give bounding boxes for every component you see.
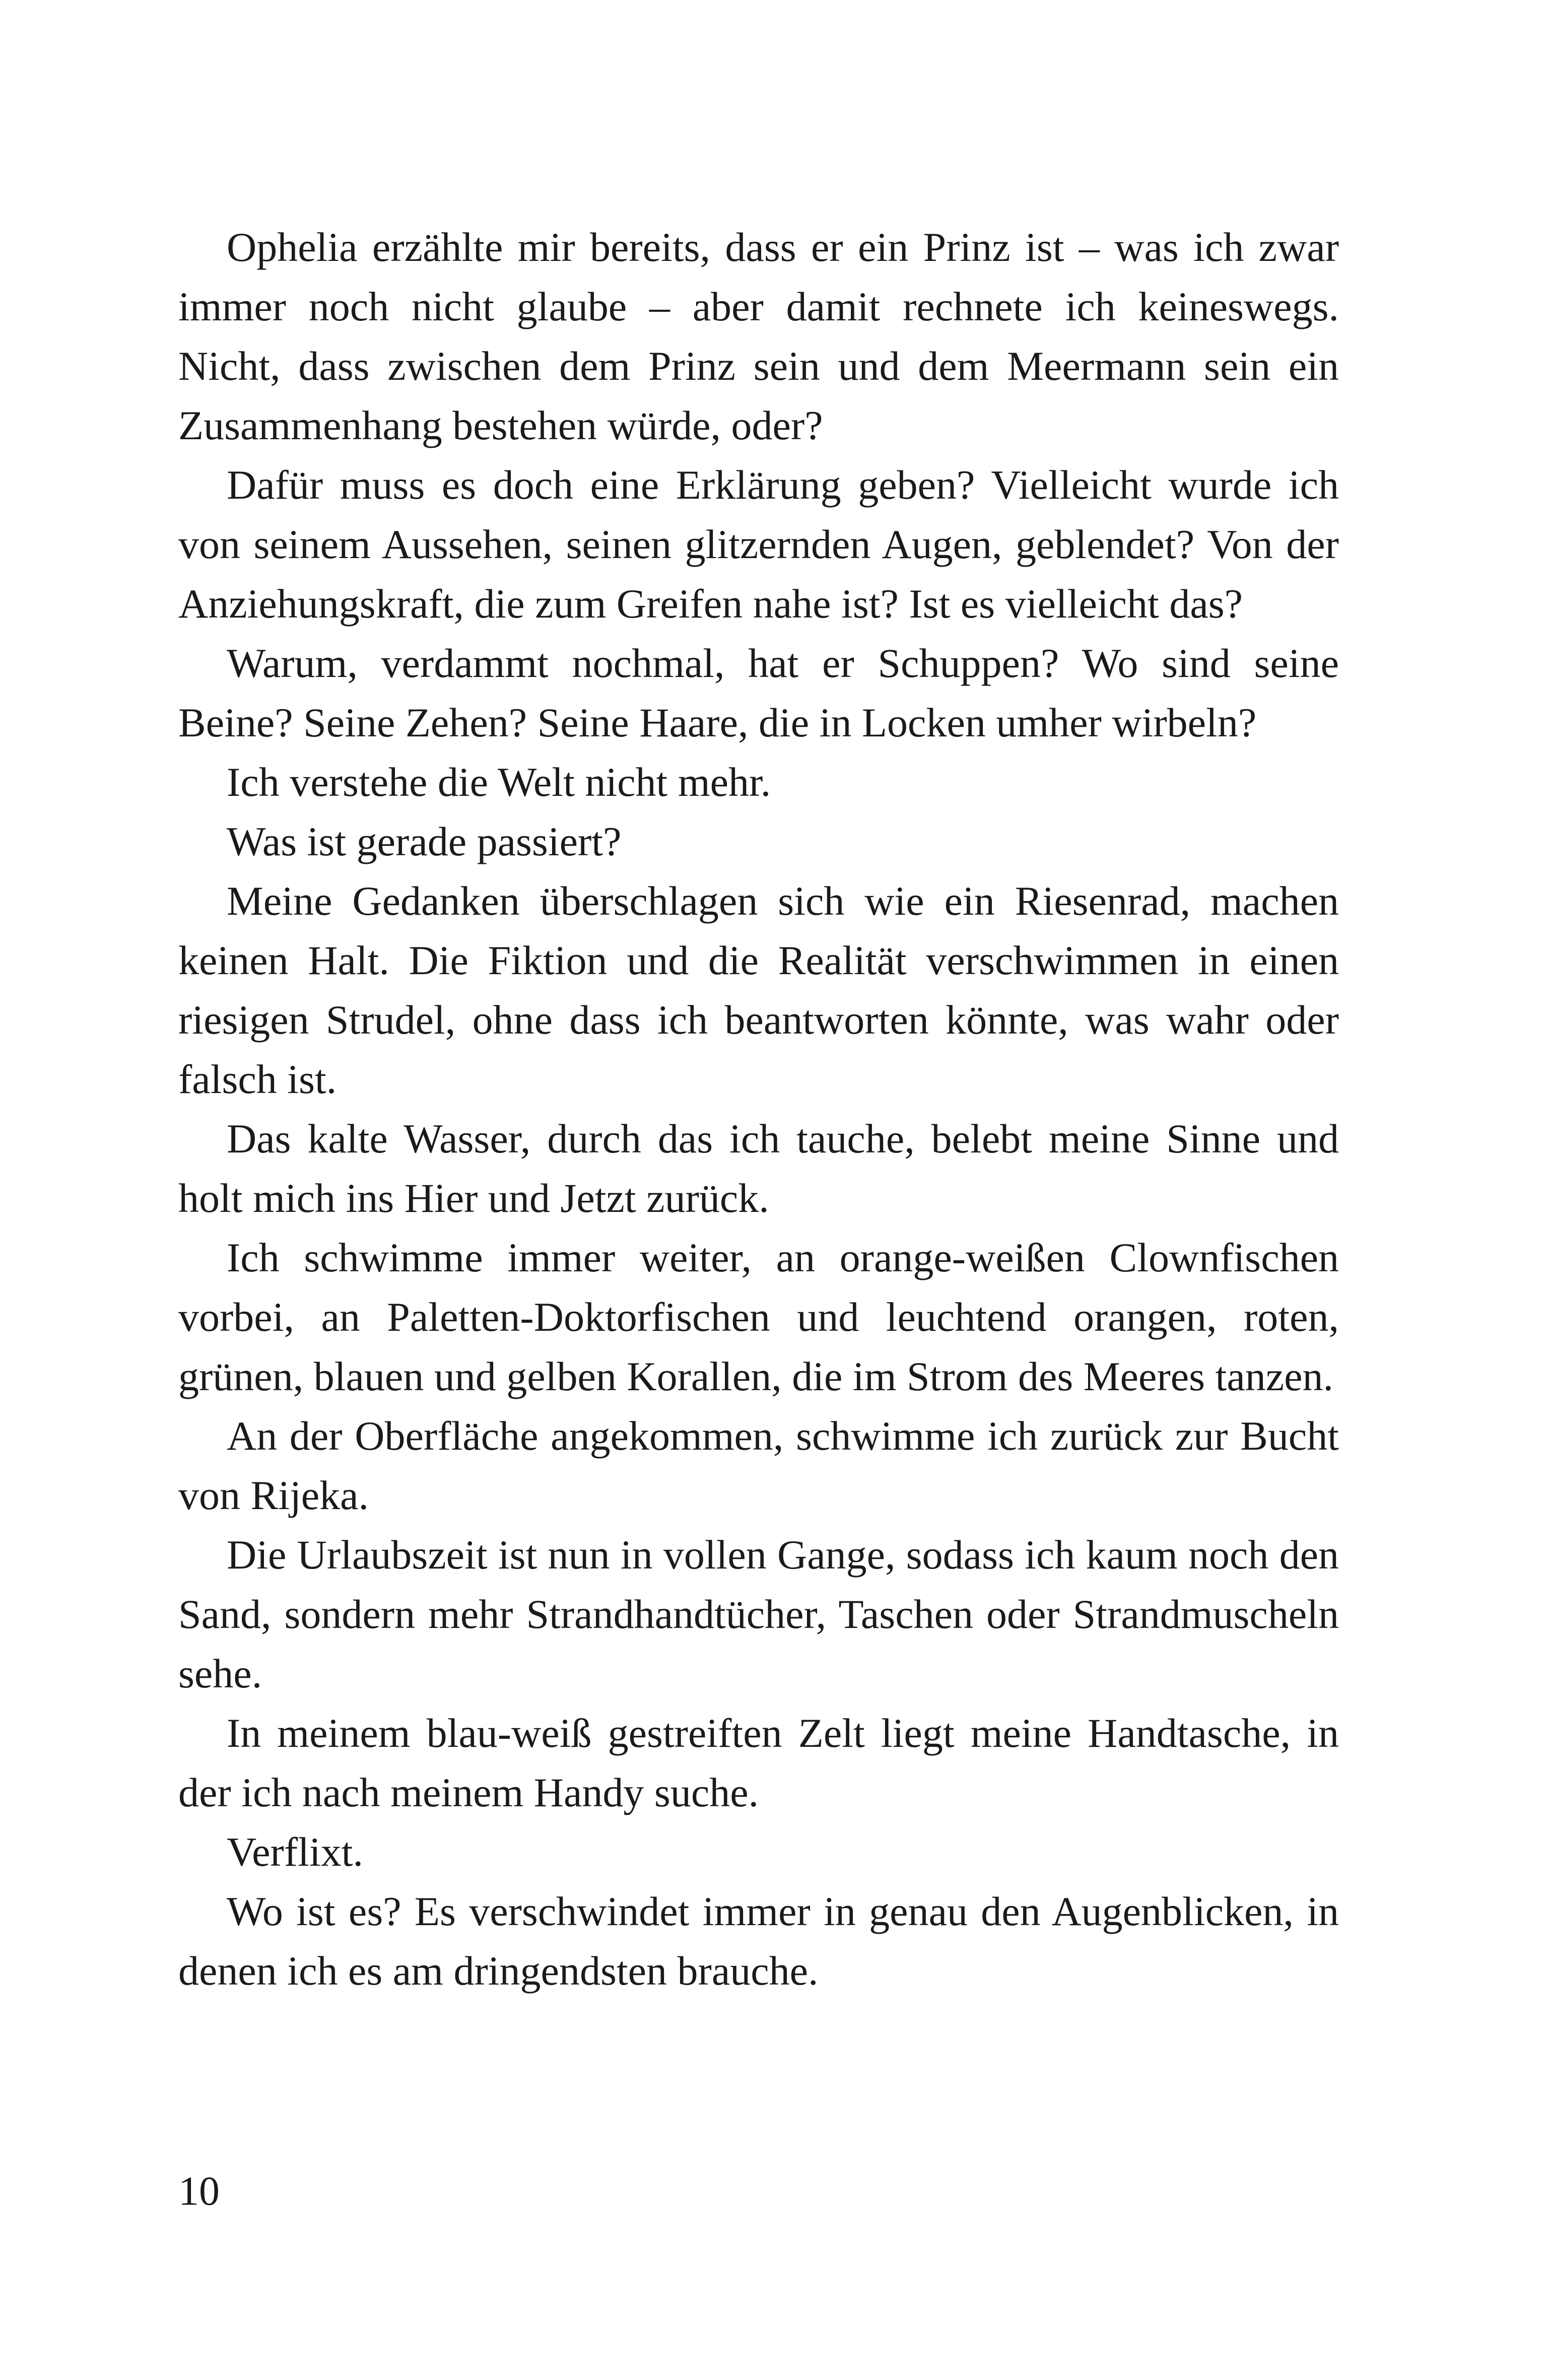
body-text <box>178 218 1339 2001</box>
paragraph: Verflixt. <box>227 1829 363 1875</box>
paragraph: An der Oberfläche angekommen, schwimme ich zurück zur Bucht von Rijeka. <box>178 1413 1339 1518</box>
paragraph: Das kalte Wasser, durch das ich tauche, belebt meine Sinne und holt mich ins Hier und Jetzt zurück. <box>178 1116 1339 1221</box>
paragraph: Ich schwimme immer weiter, an orange-weißen Clownfischen vorbei, an Paletten-Doktorfischen und leuchtend orangen, roten, grünen, blauen und gelben Korallen, die im Strom des Meeres tanzen. <box>178 1235 1339 1399</box>
page-number: 10 <box>178 2168 220 2214</box>
paragraph: Warum, verdammt nochmal, hat er Schuppen? Wo sind seine Beine? Seine Zehen? Seine Haare, die in Locken umher wirbeln? <box>178 640 1339 745</box>
paragraph: Meine Gedanken überschlagen sich wie ein Riesenrad, machen keinen Halt. Die Fiktion und die Realität verschwimmen in einen riesigen Strudel, ohne dass ich beantworten könnte, was wahr oder falsch ist. <box>178 878 1339 1102</box>
paragraph: Die Urlaubszeit ist nun in vollen Gange, sodass ich kaum noch den Sand, sondern mehr Strandhandtücher, Taschen oder Strandmuscheln sehe. <box>178 1532 1339 1696</box>
paragraph: Was ist gerade passiert? <box>227 819 622 864</box>
paragraph: Dafür muss es doch eine Erklärung geben? Vielleicht wurde ich von seinem Aussehen, seinen glitzernden Augen, geblendet? Von der Anziehungskraft, die zum Greifen nahe ist? Ist es vielleicht das? <box>178 462 1339 627</box>
paragraph: Wo ist es? Es verschwindet immer in genau den Augenblicken, in denen ich es am dringendsten brauche. <box>178 1888 1339 1994</box>
paragraph: Ich verstehe die Welt nicht mehr. <box>227 759 771 805</box>
paragraph: Ophelia erzählte mir bereits, dass er ein Prinz ist – was ich zwar immer noch nicht glaube – aber damit rechnete ich keineswegs. Nicht, dass zwischen dem Prinz sein und dem Meermann sein ein Zusammenhang bestehen würde, oder? <box>178 224 1339 448</box>
paragraph: In meinem blau-weiß gestreiften Zelt liegt meine Handtasche, in der ich nach meinem Handy suche. <box>178 1710 1339 1815</box>
